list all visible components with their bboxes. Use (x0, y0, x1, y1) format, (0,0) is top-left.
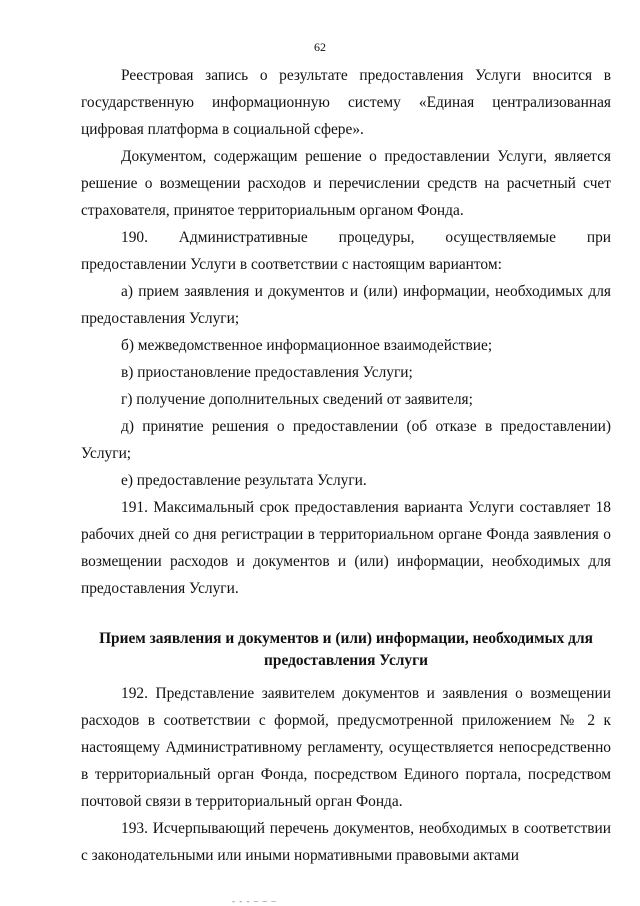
list-item-e: е) предоставление результата Услуги. (121, 472, 367, 489)
document-body (81, 62, 611, 869)
list-item-a: а) прием заявления и документов и (или) информации, необходимых для предоставления Услуги; (81, 283, 611, 327)
page-number: 62 (314, 40, 326, 54)
paragraph-191: 191. Максимальный срок предоставления варианта Услуги составляет 18 рабочих дней со дня регистрации в территориальном органе Фонда заявления о возмещении расходов и документов и (или) информации, необходимых для предоставления Услуги. (81, 499, 611, 597)
paragraph-190: 190. Административные процедуры, осуществляемые при предоставлении Услуги в соответствии с настоящим вариантом: (81, 229, 611, 273)
paragraph-192: 192. Представление заявителем документов и заявления о возмещении расходов в соответствии с формой, предусмотренной приложением № 2 к настоящему Административному регламенту, осуществляется непосредственно в территориальный орган Фонда, посредством Единого портала, посредством почтовой связи в территориальный орган Фонда. (81, 685, 611, 810)
list-item-d: д) принятие решения о предоставлении (об отказе в предоставлении) Услуги; (81, 418, 611, 462)
paragraph-registry-record: Реестровая запись о результате предоставления Услуги вносится в государственную информационную систему «Единая централизованная цифровая платформа в социальной сфере». (81, 67, 611, 138)
paragraph-decision-document: Документом, содержащим решение о предоставлении Услуги, является решение о возмещении расходов и перечислении средств на расчетный счет страхователя, принятое территориальным органом Фонда. (81, 148, 611, 219)
section-heading: Прием заявления и документов и (или) информации, необходимых для предоставления Услуги (99, 630, 593, 669)
list-item-g: г) получение дополнительных сведений от заявителя; (121, 391, 473, 408)
list-item-b: б) межведомственное информационное взаимодействие; (121, 337, 493, 354)
list-item-v: в) приостановление предоставления Услуги; (121, 364, 413, 381)
paragraph-193: 193. Исчерпывающий перечень документов, необходимых в соответствии с законодательными или иными нормативными правовыми актами (81, 820, 611, 864)
bottom-edge-marks: - - - ‒ ‒ ‒ (232, 896, 277, 906)
